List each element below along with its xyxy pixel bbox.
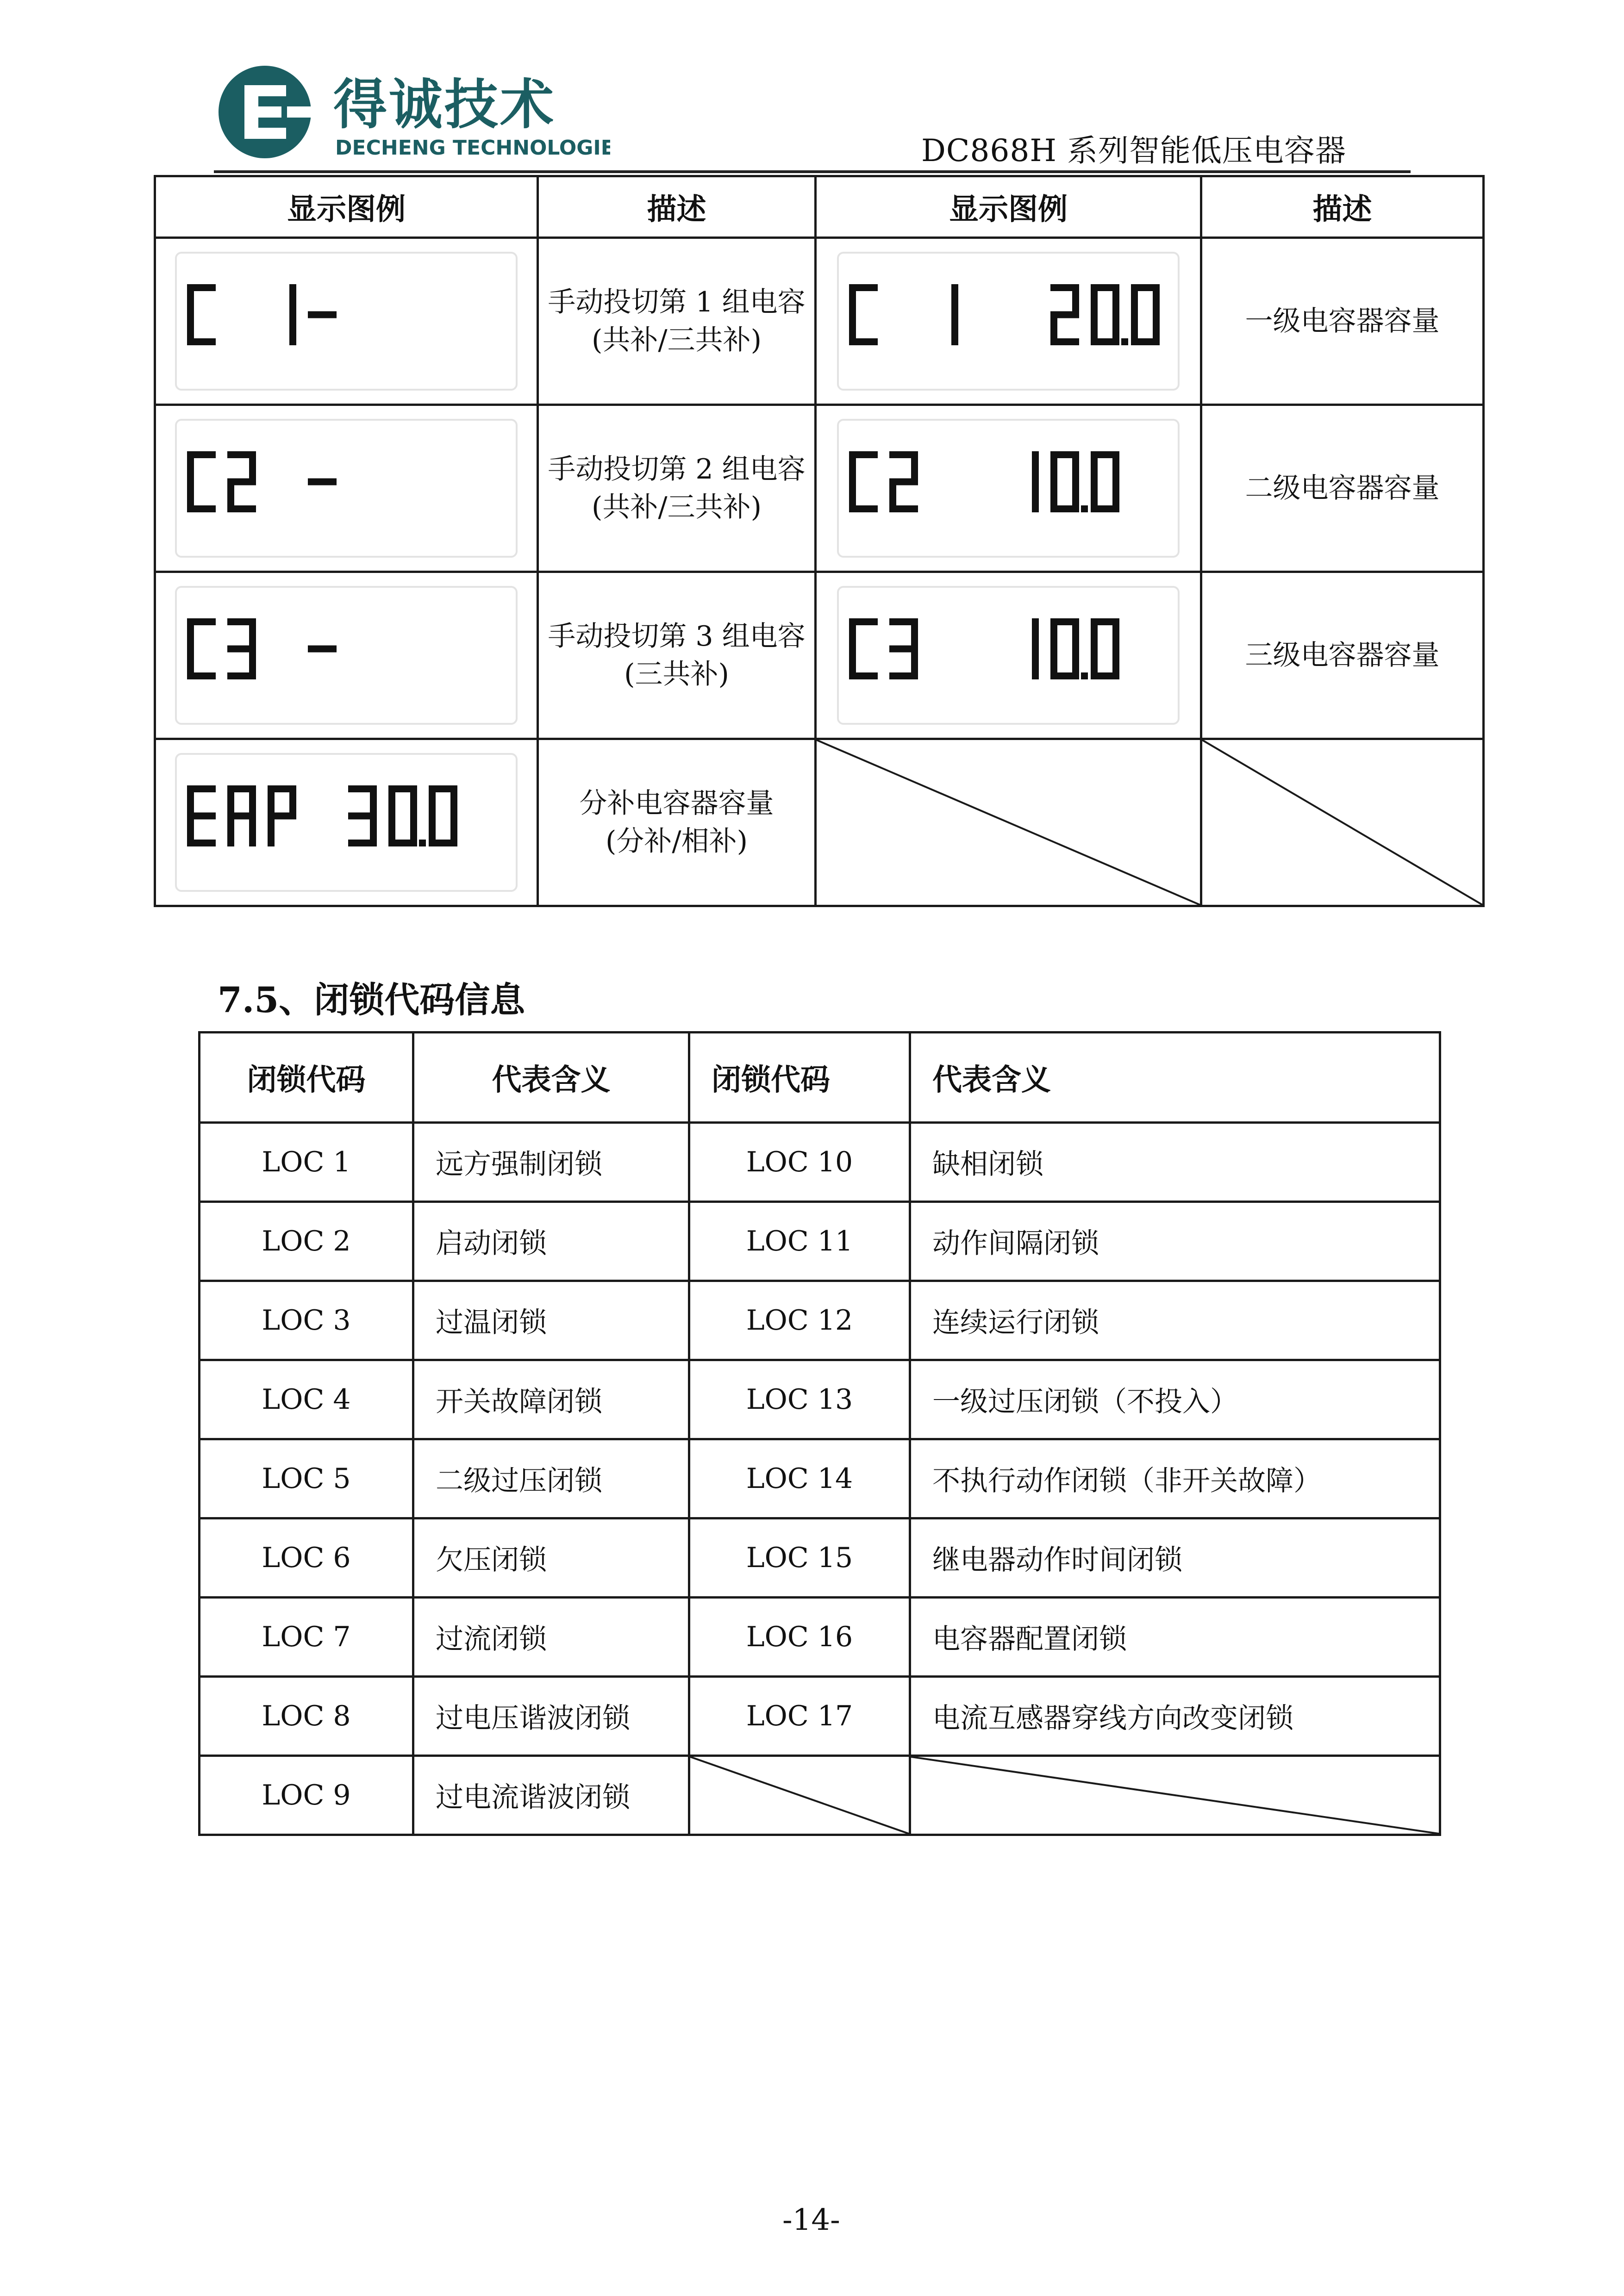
description-cell: 二级电容器容量 [1201,405,1484,572]
table-row [155,572,1484,739]
lock-code: LOC 7 [200,1598,413,1677]
column-header: 显示图例 [155,176,538,238]
table-row [155,739,1484,906]
column-header: 代表含义 [910,1033,1440,1123]
lock-code: LOC 16 [689,1598,910,1677]
table-row [200,1202,1440,1281]
description-line: 手动投切第 3 组电容 [548,620,806,653]
lock-code: LOC 14 [689,1439,910,1518]
table-row [200,1518,1440,1598]
empty-cell [910,1756,1440,1835]
lcd-display [837,252,1180,391]
description-cell [538,572,816,739]
table-row [200,1123,1440,1202]
lock-meaning: 动作间隔闭锁 [910,1202,1440,1281]
description-line: (共补/三共补) [591,491,762,523]
lock-code: LOC 13 [689,1360,910,1439]
section-heading: 7.5、闭锁代码信息 [218,979,525,1020]
description-line: (共补/三共补) [591,324,762,356]
empty-cell [689,1756,910,1835]
description-cell: 一级电容器容量 [1201,238,1484,405]
lcd-display [175,419,518,558]
lcd-display [175,753,518,892]
table-row [200,1439,1440,1518]
table-header-row [155,176,1484,238]
table-row [200,1677,1440,1756]
lcd-display [837,586,1180,725]
document-title: DC868H 系列智能低压电容器 [921,133,1346,168]
lock-meaning: 不执行动作闭锁（非开关故障） [910,1439,1440,1518]
lcd-display [175,252,518,391]
display-legend-table [154,175,1485,907]
lock-code: LOC 11 [689,1202,910,1281]
column-header: 显示图例 [816,176,1201,238]
lock-code: LOC 1 [200,1123,413,1202]
description-cell [538,739,816,906]
table-row [200,1360,1440,1439]
description-cell [538,238,816,405]
lock-meaning: 电容器配置闭锁 [910,1598,1440,1677]
lock-meaning: 过电压谐波闭锁 [413,1677,689,1756]
description-cell: 三级电容器容量 [1201,572,1484,739]
lock-code: LOC 5 [200,1439,413,1518]
lock-code: LOC 12 [689,1281,910,1360]
empty-cell [816,739,1201,906]
lock-code: LOC 15 [689,1518,910,1598]
lock-code: LOC 3 [200,1281,413,1360]
description-cell [538,405,816,572]
lock-meaning: 缺相闭锁 [910,1123,1440,1202]
lock-meaning: 连续运行闭锁 [910,1281,1440,1360]
lock-code: LOC 9 [200,1756,413,1835]
description-line: 手动投切第 2 组电容 [548,453,806,485]
column-header: 描述 [1201,176,1484,238]
lock-code: LOC 17 [689,1677,910,1756]
table-row [200,1281,1440,1360]
header-divider [214,170,1411,173]
lock-code: LOC 6 [200,1518,413,1598]
lock-meaning: 过电流谐波闭锁 [413,1756,689,1835]
lock-meaning: 一级过压闭锁（不投入） [910,1360,1440,1439]
lock-meaning: 二级过压闭锁 [413,1439,689,1518]
lock-meaning: 过温闭锁 [413,1281,689,1360]
table-row [200,1598,1440,1677]
company-logo [217,64,610,170]
lock-meaning: 过流闭锁 [413,1598,689,1677]
column-header: 闭锁代码 [200,1033,413,1123]
lock-meaning: 启动闭锁 [413,1202,689,1281]
brand-cn: 得诚技术 [333,74,556,136]
lcd-display [175,586,518,725]
description-line: (分补/相补) [605,825,748,858]
lock-code: LOC 10 [689,1123,910,1202]
lock-code: LOC 2 [200,1202,413,1281]
column-header: 描述 [538,176,816,238]
table-row [200,1756,1440,1835]
lock-meaning: 远方强制闭锁 [413,1123,689,1202]
lock-meaning: 电流互感器穿线方向改变闭锁 [910,1677,1440,1756]
empty-cell [1201,739,1484,906]
column-header: 代表含义 [413,1033,689,1123]
table-header-row [200,1033,1440,1123]
lock-meaning: 欠压闭锁 [413,1518,689,1598]
description-line: (三共补) [624,658,729,691]
lcd-display [837,419,1180,558]
description-line: 手动投切第 1 组电容 [548,286,806,318]
lock-meaning: 开关故障闭锁 [413,1360,689,1439]
column-header: 闭锁代码 [689,1033,910,1123]
table-row [155,405,1484,572]
description-line: 分补电容器容量 [579,787,774,820]
lock-code-table [198,1031,1441,1836]
table-row [155,238,1484,405]
lock-meaning: 继电器动作时间闭锁 [910,1518,1440,1598]
lock-code: LOC 4 [200,1360,413,1439]
lock-code: LOC 8 [200,1677,413,1756]
brand-en: DECHENG TECHNOLOGIES [335,136,610,160]
page-number: -14- [782,2203,840,2237]
